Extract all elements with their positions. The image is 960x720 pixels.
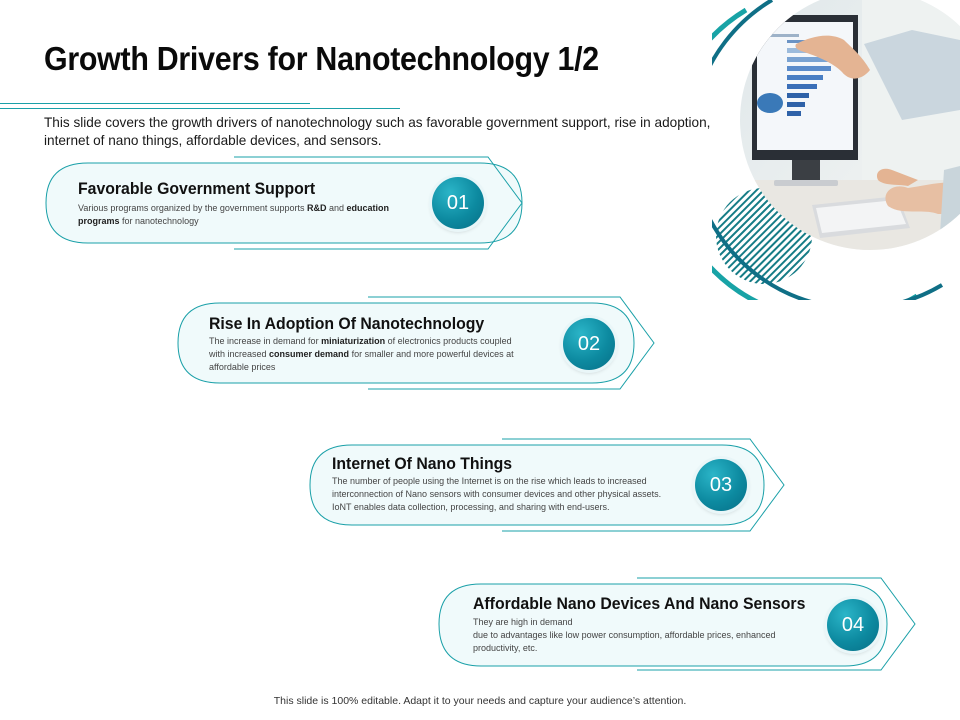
description-line: productivity, etc.: [473, 642, 538, 653]
slide-title: Growth Drivers for Nanotechnology 1/2: [44, 40, 599, 77]
driver-heading: Internet Of Nano Things: [332, 454, 513, 473]
driver-card-1: [44, 155, 526, 249]
number-badge: 02: [563, 318, 615, 370]
driver-description: [209, 335, 514, 373]
description-line: due to advantages like low power consumption, affordable prices, enhanced: [473, 629, 776, 640]
description-line: affordable prices: [209, 361, 276, 372]
driver-description: [473, 616, 776, 654]
description-line: with increased consumer demand for smaller and more powerful devices at: [209, 348, 514, 359]
subtitle-line: This slide covers the growth drivers of nanotechnology such as favorable government support, rise in adoption,: [44, 115, 711, 130]
description-line: Various programs organized by the government supports R&D and education: [78, 203, 390, 213]
subtitle-line: internet of nano things, affordable devices, and sensors.: [44, 133, 382, 148]
driver-card-4: [437, 576, 923, 670]
number-badge: 01: [432, 177, 484, 229]
description-line: IoNT enables data collection, processing, and sharing with end-users.: [332, 501, 610, 512]
footer-note: This slide is 100% editable. Adapt it to your needs and capture your audience’s attention.: [273, 695, 687, 707]
number-badge: 04: [827, 599, 879, 651]
description-line: interconnection of Nano sensors with consumer devices and other physical assets.: [332, 488, 662, 499]
driver-card-2: [176, 297, 658, 391]
title-divider-short: [0, 103, 310, 104]
driver-description: [78, 202, 389, 228]
title-divider-long: [0, 108, 400, 109]
driver-card-3: [308, 437, 790, 531]
description-line: They are high in demand: [473, 617, 573, 627]
driver-heading: Rise In Adoption Of Nanotechnology: [209, 314, 485, 333]
slide-subtitle: [44, 114, 724, 150]
driver-description: [332, 475, 661, 513]
driver-heading: Favorable Government Support: [78, 179, 316, 198]
description-line: The number of people using the Internet is on the rise which leads to increased: [332, 476, 647, 486]
description-line: programs for nanotechnology: [78, 215, 199, 226]
description-line: The increase in demand for miniaturization of electronics products coupled: [209, 336, 512, 346]
number-badge: 03: [695, 459, 747, 511]
driver-heading: Affordable Nano Devices And Nano Sensors: [473, 594, 806, 613]
office-desk-photo: [712, 0, 960, 300]
